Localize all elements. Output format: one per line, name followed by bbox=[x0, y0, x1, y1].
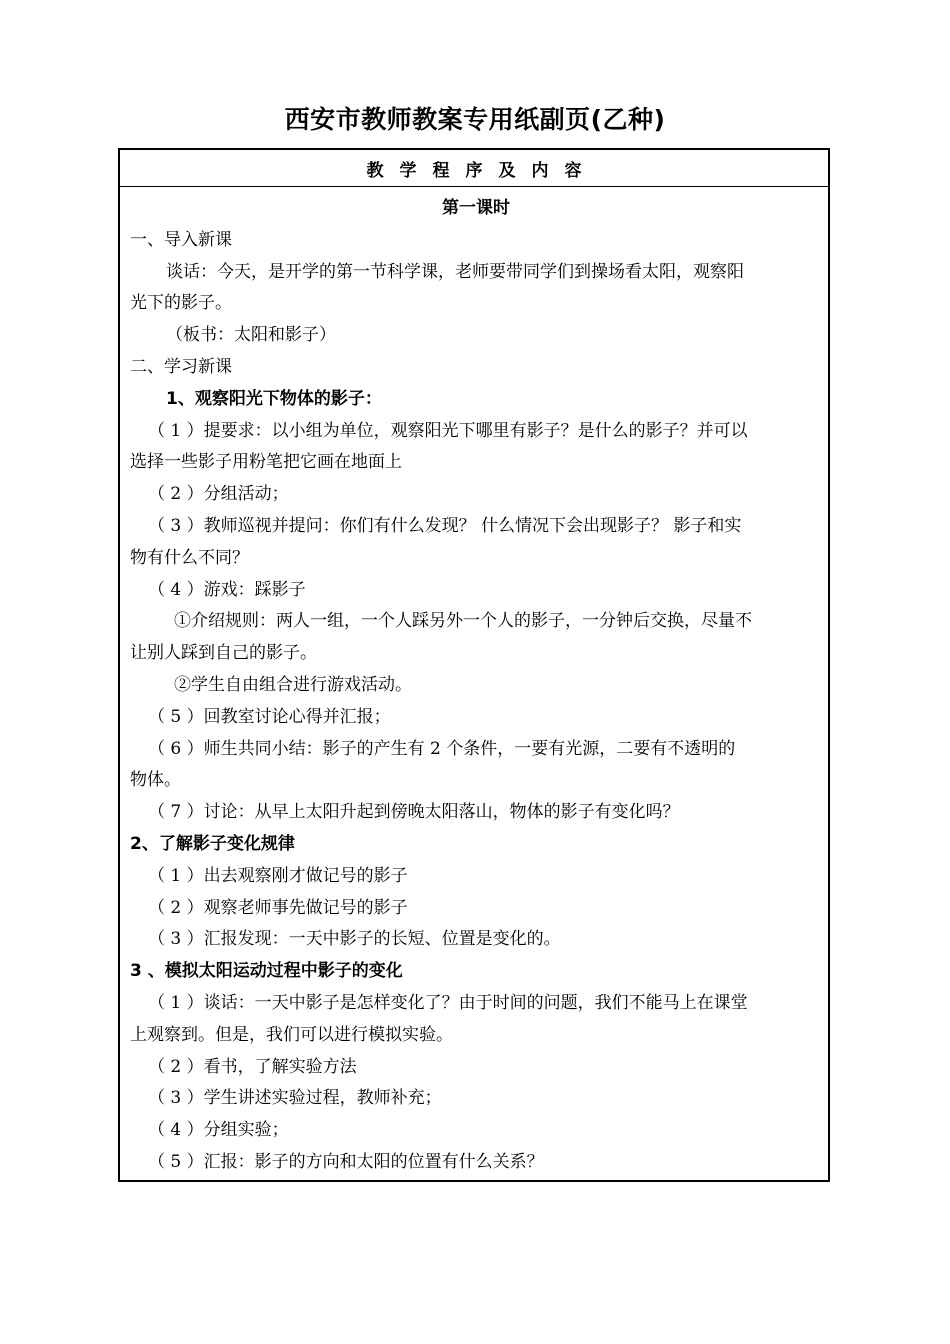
rule-item: ②学生自由组合进行游戏活动。 bbox=[174, 674, 412, 695]
list-item-continued: 物体。 bbox=[130, 770, 181, 791]
lesson-content bbox=[120, 187, 828, 1179]
part-heading: 3 、模拟太阳运动过程中影子的变化 bbox=[130, 961, 403, 982]
list-item-continued: 物有什么不同？ bbox=[130, 547, 249, 568]
paragraph-line: 谈话：今天，是开学的第一节科学课，老师要带同学们到操场看太阳，观察阳 bbox=[166, 261, 744, 282]
list-item: （ 1 ）谈话：一天中影子是怎样变化了？由于时间的问题，我们不能马上在课堂 bbox=[148, 992, 748, 1013]
rule-item-continued: 让别人踩到自己的影子。 bbox=[130, 643, 317, 664]
lesson-plan-table bbox=[118, 148, 830, 1182]
lesson-heading: 第一课时 bbox=[442, 198, 510, 218]
list-item: （ 1 ）提要求：以小组为单位，观察阳光下哪里有影子？是什么的影子？并可以 bbox=[148, 420, 748, 441]
part-heading: 1、观察阳光下物体的影子： bbox=[166, 388, 382, 409]
list-item: （ 1 ）出去观察刚才做记号的影子 bbox=[148, 865, 408, 886]
list-item: （ 5 ）汇报：影子的方向和太阳的位置有什么关系？ bbox=[148, 1151, 544, 1172]
list-item-continued: 选择一些影子用粉笔把它画在地面上 bbox=[130, 452, 402, 473]
list-item: （ 5 ）回教室讨论心得并汇报； bbox=[148, 706, 391, 727]
paragraph-line: 光下的影子。 bbox=[130, 293, 232, 314]
list-item: （ 4 ）分组实验； bbox=[148, 1120, 289, 1141]
list-item: （ 2 ）看书，了解实验方法 bbox=[148, 1056, 357, 1077]
list-item: （ 3 ）教师巡视并提问：你们有什么发现？ 什么情况下会出现影子？ 影子和实 bbox=[148, 515, 742, 536]
list-item: （ 2 ）分组活动； bbox=[148, 484, 289, 505]
list-item: （ 3 ）汇报发现：一天中影子的长短、位置是变化的。 bbox=[148, 929, 561, 950]
paragraph-line: （板书：太阳和影子） bbox=[166, 325, 336, 346]
section-heading-new-lesson: 二、学习新课 bbox=[130, 356, 232, 377]
page-title: 西安市教师教案专用纸副页(乙种) bbox=[284, 105, 666, 134]
list-item: （ 7 ）讨论：从早上太阳升起到傍晚太阳落山，物体的影子有变化吗？ bbox=[148, 802, 680, 823]
list-item: （ 3 ）学生讲述实验过程，教师补充； bbox=[148, 1088, 442, 1109]
list-item: （ 4 ）游戏：踩影子 bbox=[148, 579, 306, 600]
rule-item: ①介绍规则：两人一组，一个人踩另外一个人的影子，一分钟后交换，尽量不 bbox=[174, 611, 752, 632]
list-item: （ 2 ）观察老师事先做记号的影子 bbox=[148, 897, 408, 918]
table-header: 教学程序及内容 bbox=[120, 150, 828, 187]
section-heading-intro: 一、导入新课 bbox=[130, 229, 232, 250]
part-heading: 2、了解影子变化规律 bbox=[130, 833, 295, 854]
list-item: （ 6 ）师生共同小结：影子的产生有 2 个条件，一要有光源，二要有不透明的 bbox=[148, 738, 736, 759]
list-item-continued: 上观察到。但是，我们可以进行模拟实验。 bbox=[130, 1024, 453, 1045]
